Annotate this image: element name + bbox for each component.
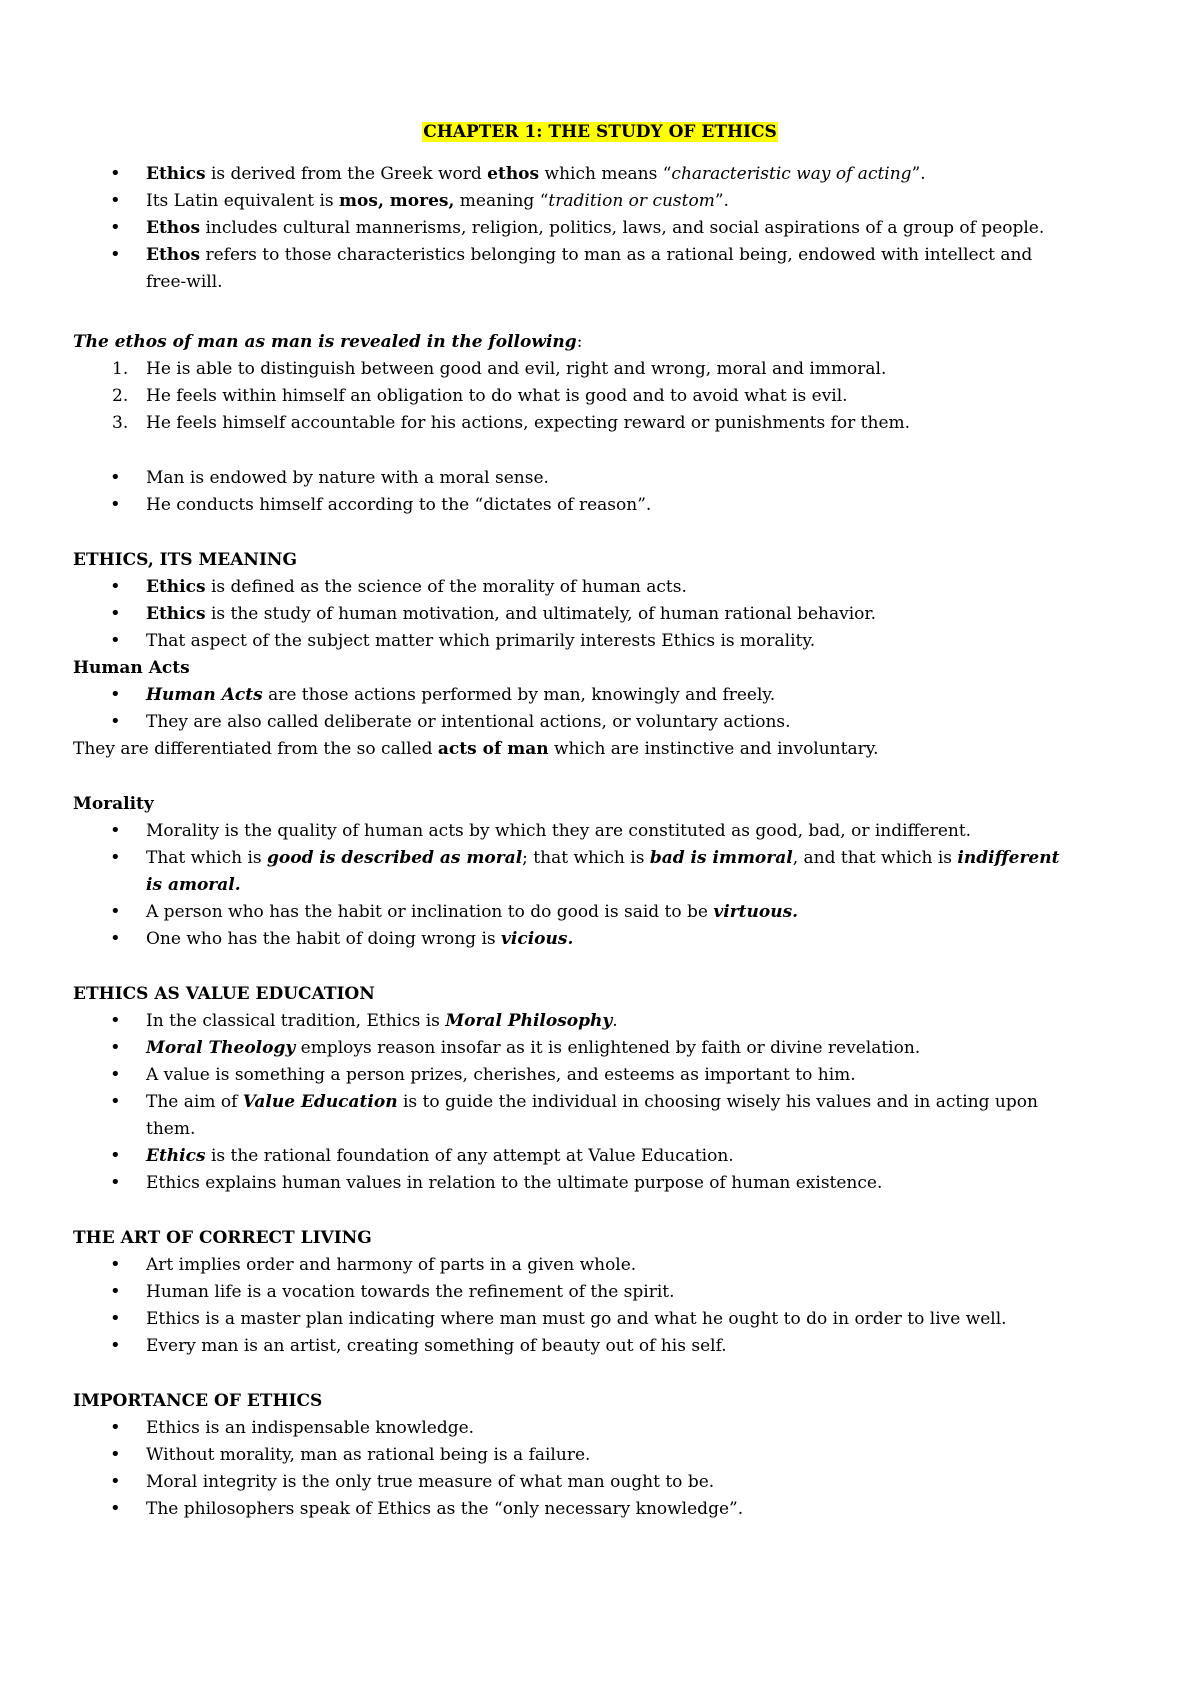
list-item: • Ethos refers to those characteristics belonging to man as a rational being, endowed with intellect and bbox=[146, 241, 1136, 269]
list-item-continuation: them. bbox=[146, 1119, 196, 1139]
list-item: • Without morality, man as rational being is a failure. bbox=[146, 1441, 1136, 1469]
list-item: • A value is something a person prizes, cherishes, and esteems as important to him. bbox=[146, 1061, 1136, 1089]
list-item: • That aspect of the subject matter which primarily interests Ethics is morality. bbox=[146, 627, 1136, 655]
list-item: • Ethics explains human values in relation to the ultimate purpose of human existence. bbox=[146, 1169, 1136, 1197]
list-item: • Ethics is the study of human motivation, and ultimately, of human rational behavior. bbox=[146, 600, 1136, 628]
list-item: • Moral integrity is the only true measure of what man ought to be. bbox=[146, 1468, 1136, 1496]
list-item: • Ethics is derived from the Greek word ethos which means “characteristic way of acting”. bbox=[146, 160, 1136, 188]
list-item: • Its Latin equivalent is mos, mores, meaning “tradition or custom”. bbox=[146, 187, 1136, 215]
list-item: • A person who has the habit or inclination to do good is said to be virtuous. bbox=[146, 898, 1136, 926]
list-item: • The aim of Value Education is to guide the individual in choosing wisely his values and in acting upon bbox=[146, 1088, 1136, 1116]
list-item: • Ethos includes cultural mannerisms, religion, politics, laws, and social aspirations of a group of people. bbox=[146, 214, 1136, 242]
section-heading: ETHICS AS VALUE EDUCATION bbox=[73, 984, 375, 1004]
list-item: • Ethics is the rational foundation of any attempt at Value Education. bbox=[146, 1142, 1136, 1170]
section-heading: Human Acts bbox=[73, 658, 190, 678]
list-item: • That which is good is described as moral; that which is bad is immoral, and that which is indifferent bbox=[146, 844, 1136, 872]
list-item: • The philosophers speak of Ethics as the “only necessary knowledge”. bbox=[146, 1495, 1136, 1523]
title-line bbox=[0, 118, 1200, 146]
list-item: • Art implies order and harmony of parts in a given whole. bbox=[146, 1251, 1136, 1279]
section-heading: IMPORTANCE OF ETHICS bbox=[73, 1391, 323, 1411]
list-item: • Man is endowed by nature with a moral sense. bbox=[146, 464, 1136, 492]
numbered-item: 2. He feels within himself an obligation to do what is good and to avoid what is evil. bbox=[112, 386, 848, 406]
numbered-item: 1. He is able to distinguish between good and evil, right and wrong, moral and immoral. bbox=[112, 359, 887, 379]
list-item: • Ethics is an indispensable knowledge. bbox=[146, 1414, 1136, 1442]
section-heading: Morality bbox=[73, 794, 154, 814]
chapter-title: CHAPTER 1: THE STUDY OF ETHICS bbox=[423, 122, 777, 142]
list-item-continuation: is amoral. bbox=[146, 875, 241, 895]
list-item: • Every man is an artist, creating something of beauty out of his self. bbox=[146, 1332, 1136, 1360]
list-item: • Ethics is defined as the science of the morality of human acts. bbox=[146, 573, 1136, 601]
section-heading: The ethos of man as man is revealed in the following: bbox=[73, 332, 583, 352]
list-item: • He conducts himself according to the “dictates of reason”. bbox=[146, 491, 1136, 519]
list-item: • Human Acts are those actions performed by man, knowingly and freely. bbox=[146, 681, 1136, 709]
list-item: • One who has the habit of doing wrong is vicious. bbox=[146, 925, 1136, 953]
list-item-continuation: free-will. bbox=[146, 272, 223, 292]
list-item: • Ethics is a master plan indicating where man must go and what he ought to do in order to live well. bbox=[146, 1305, 1136, 1333]
list-item: • They are also called deliberate or intentional actions, or voluntary actions. bbox=[146, 708, 1136, 736]
list-item: • Human life is a vocation towards the refinement of the spirit. bbox=[146, 1278, 1136, 1306]
paragraph: They are differentiated from the so called acts of man which are instinctive and involuntary. bbox=[73, 739, 879, 759]
list-item: • Moral Theology employs reason insofar as it is enlightened by faith or divine revelation. bbox=[146, 1034, 1136, 1062]
list-item: • Morality is the quality of human acts by which they are constituted as good, bad, or indifferent. bbox=[146, 817, 1136, 845]
section-heading: ETHICS, ITS MEANING bbox=[73, 550, 297, 570]
numbered-item: 3. He feels himself accountable for his actions, expecting reward or punishments for them. bbox=[112, 413, 911, 433]
list-item: • In the classical tradition, Ethics is Moral Philosophy. bbox=[146, 1007, 1136, 1035]
section-heading: THE ART OF CORRECT LIVING bbox=[73, 1228, 372, 1248]
